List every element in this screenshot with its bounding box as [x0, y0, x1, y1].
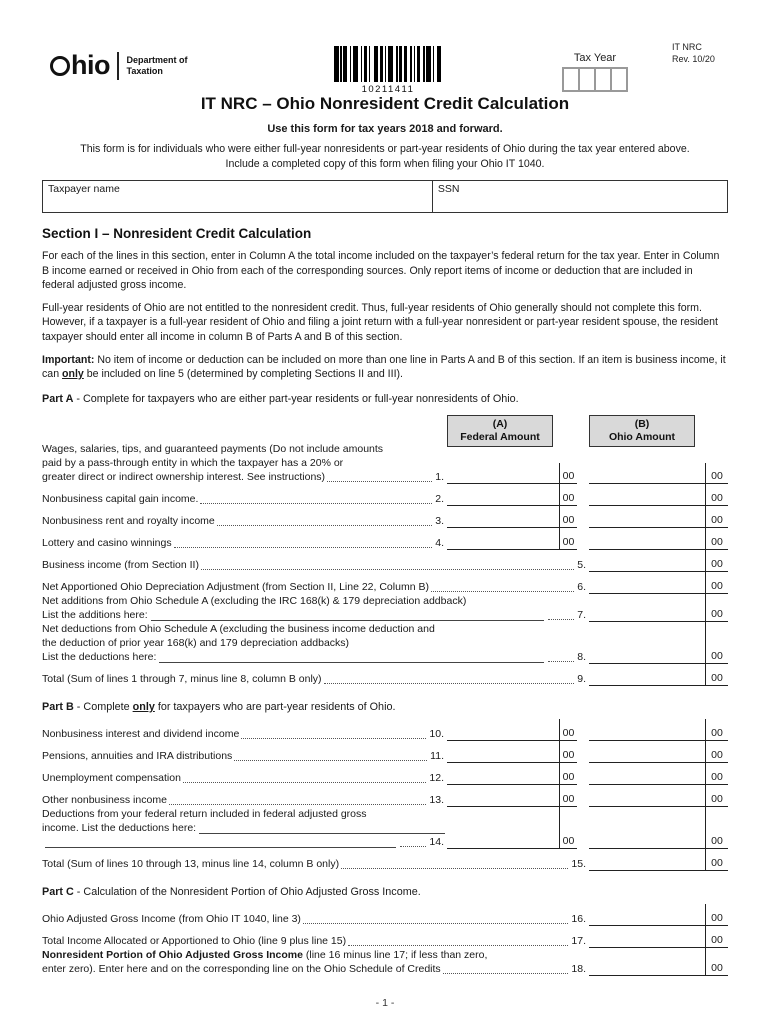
line-label: [42, 536, 447, 550]
form-line-5: [42, 550, 728, 572]
line-label-text: [42, 636, 589, 650]
label-segment: Net additions from Ohio Schedule A (excluding the IRC 168(k) & 179 depreciation addback): [42, 594, 467, 607]
part-c-description: - Calculation of the Nonresident Portion of Ohio Adjusted Gross Income.: [73, 885, 421, 898]
column-b-letter: (B): [634, 417, 650, 430]
cents-label: 00: [705, 763, 728, 784]
amount-field-line16-b[interactable]: [589, 904, 728, 926]
fill-in-blank[interactable]: [45, 847, 396, 848]
line-number: 9.: [577, 672, 586, 685]
ohio-o-icon: [50, 56, 70, 76]
form-line-14: [42, 807, 728, 849]
form-line-9: [42, 664, 728, 686]
part-b-rows: [42, 719, 728, 871]
cents-label: 00: [705, 926, 728, 947]
form-line-18: [42, 948, 728, 976]
label-segment: List the additions here:: [42, 608, 148, 621]
cents-label: 00: [705, 948, 728, 975]
label-segment: the deduction of prior year 168(k) and 179 depreciation addbacks): [42, 636, 350, 649]
tax-year-digit-4[interactable]: [610, 67, 628, 92]
part-b-description: only: [132, 700, 155, 713]
line-label-text: [42, 857, 589, 871]
dotted-leader: [548, 619, 574, 620]
line-label-text: [42, 835, 447, 849]
part-c-label: Part C: [42, 885, 74, 898]
form-line-10: [42, 719, 728, 741]
label-segment: Business income (from Section II): [42, 558, 199, 571]
cents-label: 00: [559, 484, 577, 505]
cents-label: 00: [705, 785, 728, 806]
dotted-leader: [174, 547, 433, 548]
label-segment: Total Income Allocated or Apportioned to Ohio (line 9 plus line 15): [42, 934, 347, 947]
line-label-text: [42, 580, 589, 594]
line-label-text: [42, 912, 589, 926]
amount-field-line17-b[interactable]: [589, 926, 728, 948]
amount-field-line4-b[interactable]: [589, 528, 728, 550]
form-line-12: [42, 763, 728, 785]
barcode-block: [318, 46, 458, 95]
line-label-text: [42, 807, 447, 821]
amount-field-line11-b[interactable]: [589, 741, 728, 763]
amount-field-line14-a[interactable]: [447, 807, 577, 849]
form-line-11: [42, 741, 728, 763]
line-number: 5.: [577, 558, 586, 571]
amount-field-line3-b[interactable]: [589, 506, 728, 528]
amount-field-line6-b[interactable]: [589, 572, 728, 594]
amount-field-line1-a[interactable]: [447, 463, 577, 484]
line-label: [42, 857, 589, 871]
line-number: 17.: [571, 934, 586, 947]
important-text-1: No item of income or deduction can be included on more than one line in Parts A and B of this section. If an item is business income, it can: [42, 353, 726, 381]
important-only-word: only: [62, 368, 84, 381]
cents-label: 00: [705, 594, 728, 621]
section1-paragraph1: For each of the lines in this section, enter in Column A the total income included on the taxpayer’s federal return for the tax year. Enter in Column B income earned or received in Ohio from each of the corresponding sources. Only report items of income or deduction that are included in federal adjusted gross income.: [42, 250, 720, 292]
label-segment: Wages, salaries, tips, and guaranteed payments (Do not include amounts: [42, 442, 384, 455]
intro-line1: This form is for individuals who were either full-year nonresidents or part-year residents of Ohio during the tax year entered above.: [80, 143, 690, 155]
form-code: IT NRC: [672, 42, 702, 52]
line-label: [42, 749, 447, 763]
dotted-leader: [234, 760, 427, 761]
cents-label: 00: [705, 463, 728, 483]
amount-field-line5-b[interactable]: [589, 550, 728, 572]
dotted-leader: [348, 945, 568, 946]
section1-heading: Section I – Nonresident Credit Calculation: [42, 226, 312, 241]
barcode-number: 10211411: [361, 84, 415, 95]
amount-field-line8-b[interactable]: [589, 622, 728, 664]
dotted-leader: [200, 503, 432, 504]
line-number: 2.: [435, 492, 444, 505]
cents-label: 00: [559, 528, 577, 549]
important-label: Important:: [42, 353, 95, 366]
cents-label: 00: [705, 528, 728, 549]
cents-label: 00: [705, 572, 728, 593]
line-label: [42, 492, 447, 506]
column-a-slot: [447, 415, 577, 447]
line-label: [42, 912, 589, 926]
form-line-6: [42, 572, 728, 594]
tax-year-label: Tax Year: [573, 52, 617, 64]
column-gap: [577, 415, 589, 447]
line-label-text: [42, 771, 447, 785]
form-subtitle: Use this form for tax years 2018 and forward.: [267, 123, 503, 135]
label-segment: Deductions from your federal return included in federal adjusted gross: [42, 807, 367, 820]
line-label-text: [42, 622, 589, 636]
line-label-text: [42, 934, 589, 948]
intro-line2: Include a completed copy of this form when filing your Ohio IT 1040.: [225, 158, 545, 170]
line-label: [42, 442, 447, 484]
label-segment: Other nonbusiness income: [42, 793, 167, 806]
intro-text: [42, 142, 728, 172]
cents-label: 00: [705, 807, 728, 848]
form-line-8: [42, 622, 728, 664]
form-body: [42, 94, 728, 976]
line-number: 6.: [577, 580, 586, 593]
label-segment: Net Apportioned Ohio Depreciation Adjustment (from Section II, Line 22, Column B): [42, 580, 429, 593]
line-label-text: [42, 558, 589, 572]
amount-field-line14-b[interactable]: [589, 807, 728, 849]
page-number: - 1 -: [375, 997, 395, 1009]
label-segment: enter zero). Enter here and on the corresponding line on the Ohio Schedule of Credits: [42, 962, 441, 975]
label-segment: (line 16 minus line 17; if less than zero,: [302, 948, 488, 961]
important-text-2: be included on line 5 (determined by completing Sections II and III).: [83, 368, 403, 381]
line-number: 14.: [429, 835, 444, 848]
fill-in-blank[interactable]: [199, 833, 445, 834]
label-segment: Net deductions from Ohio Schedule A (excluding the business income deduction and: [42, 622, 435, 635]
form-line-16: [42, 904, 728, 926]
part-a-rows: [42, 442, 728, 686]
cents-label: 00: [705, 849, 728, 870]
taxpayer-info-box: [42, 180, 728, 213]
dotted-leader: [548, 661, 574, 662]
department-line2: Taxation: [126, 65, 163, 76]
line-number: 10.: [429, 727, 444, 740]
line-number: 15.: [571, 857, 586, 870]
amount-field-line13-a[interactable]: [447, 785, 577, 807]
line-number: 11.: [430, 749, 444, 762]
amount-field-line10-b[interactable]: [589, 719, 728, 741]
taxpayer-name-field[interactable]: Taxpayer name: [43, 181, 433, 212]
amount-field-line9-b[interactable]: [589, 664, 728, 686]
label-segment: greater direct or indirect ownership interest. See instructions): [42, 470, 326, 483]
label-segment: Unemployment compensation: [42, 771, 181, 784]
department-line1: Department of: [126, 55, 188, 65]
line-label: [42, 672, 589, 686]
cents-label: 00: [559, 741, 577, 762]
line-label: [42, 558, 589, 572]
ohio-logo: [50, 50, 188, 81]
department-label: [127, 55, 188, 76]
label-segment: Nonbusiness interest and dividend income: [42, 727, 240, 740]
cents-label: 00: [705, 741, 728, 762]
part-b-heading: [42, 701, 728, 713]
dotted-leader: [324, 683, 575, 684]
line-number: 8.: [577, 650, 586, 663]
line-label-text: [42, 793, 447, 807]
cents-label: 00: [705, 664, 728, 685]
line-label-text: [42, 650, 589, 664]
line-label-text: [42, 672, 589, 686]
label-segment: income. List the deductions here:: [42, 821, 197, 834]
line-label-text: [42, 962, 589, 976]
label-segment: Total (Sum of lines 10 through 13, minus line 14, column B only): [42, 857, 340, 870]
label-segment: List the deductions here:: [42, 650, 157, 663]
column-a-header: [447, 415, 553, 447]
dotted-leader: [217, 525, 432, 526]
line-label-text: [42, 948, 589, 962]
amount-field-line3-a[interactable]: [447, 506, 577, 528]
dotted-leader: [241, 738, 426, 739]
ohio-logo-text: hio: [71, 50, 110, 80]
cents-label: 00: [705, 506, 728, 527]
line-number: 7.: [577, 608, 586, 621]
cents-label: 00: [559, 719, 577, 740]
amount-field-line1-b[interactable]: [589, 463, 728, 484]
amount-field-line12-b[interactable]: [589, 763, 728, 785]
line-label: [42, 594, 589, 622]
logo-divider: [117, 52, 119, 80]
fill-in-blank[interactable]: [151, 620, 545, 621]
cents-label: 00: [559, 463, 577, 483]
column-b-title: Ohio Amount: [608, 430, 676, 443]
cents-label: 00: [705, 622, 728, 663]
ssn-field[interactable]: SSN: [437, 183, 460, 195]
label-segment: Total (Sum of lines 1 through 7, minus line 8, column B only): [42, 672, 322, 685]
section1-important-note: [42, 353, 728, 382]
cents-label: 00: [559, 807, 577, 848]
line-label: [42, 514, 447, 528]
line-number: 3.: [435, 514, 444, 527]
dotted-leader: [169, 804, 426, 805]
line-label-text: [42, 470, 447, 484]
line-label-text: [42, 608, 589, 622]
line-label-text: [42, 456, 447, 470]
line-label: [42, 580, 589, 594]
dotted-leader: [341, 868, 568, 869]
cents-label: 00: [705, 550, 728, 571]
form-line-4: [42, 528, 728, 550]
form-code-block: [672, 42, 715, 65]
line-label-text: [42, 594, 589, 608]
part-b-description: for taxpayers who are part-year residents of Ohio.: [154, 700, 396, 713]
amount-field-line15-b[interactable]: [589, 849, 728, 871]
label-segment: Nonresident Portion of Ohio Adjusted Gross Income: [42, 948, 303, 961]
form-line-13: [42, 785, 728, 807]
fill-in-blank[interactable]: [159, 662, 544, 663]
form-line-3: [42, 506, 728, 528]
amount-field-line7-b[interactable]: [589, 594, 728, 622]
cents-label: 00: [559, 763, 577, 784]
line-label-text: [42, 492, 447, 506]
label-segment: Nonbusiness rent and royalty income: [42, 514, 215, 527]
label-segment: Nonbusiness capital gain income.: [42, 492, 199, 505]
amount-field-line13-b[interactable]: [589, 785, 728, 807]
label-segment: Ohio Adjusted Gross Income (from Ohio IT 1040, line 3): [42, 912, 301, 925]
form-line-1: [42, 442, 728, 484]
dotted-leader: [443, 973, 569, 974]
label-segment: Pensions, annuities and IRA distributions: [42, 749, 233, 762]
part-a-label: Part A: [42, 392, 74, 405]
dotted-leader: [327, 481, 432, 482]
amount-field-line2-b[interactable]: [589, 484, 728, 506]
part-c-heading: [42, 886, 728, 898]
amount-field-line12-a[interactable]: [447, 763, 577, 785]
dotted-leader: [201, 569, 574, 570]
line-label: [42, 948, 589, 976]
form-revision: Rev. 10/20: [672, 53, 715, 64]
line-label-text: [42, 749, 447, 763]
column-a-title: Federal Amount: [460, 430, 540, 443]
amount-field-line10-a[interactable]: [447, 719, 577, 741]
form-line-7: [42, 594, 728, 622]
form-parts: [42, 393, 728, 976]
line-label-text: [42, 727, 447, 741]
dotted-leader: [431, 591, 574, 592]
line-label: [42, 771, 447, 785]
cents-label: 00: [705, 904, 728, 925]
part-c-rows: [42, 904, 728, 976]
form-line-2: [42, 484, 728, 506]
line-label-text: [42, 514, 447, 528]
line-number: 1.: [435, 470, 444, 483]
line-number: 13.: [429, 793, 444, 806]
line-label-text: [42, 821, 447, 835]
dotted-leader: [183, 782, 426, 783]
line-label-text: [42, 536, 447, 550]
part-a-description: - Complete for taxpayers who are either part-year residents or full-year nonresidents of Ohio.: [73, 392, 519, 405]
label-segment: paid by a pass-through entity in which the taxpayer has a 20% or: [42, 456, 344, 469]
line-label: [42, 622, 589, 664]
line-number: 12.: [429, 771, 444, 784]
cents-label: 00: [559, 506, 577, 527]
column-a-letter: (A): [492, 417, 508, 430]
line-number: 4.: [435, 536, 444, 549]
dotted-leader: [303, 923, 568, 924]
cents-label: 00: [705, 719, 728, 740]
column-b-header: [589, 415, 695, 447]
cents-label: 00: [705, 484, 728, 505]
dotted-leader: [400, 846, 426, 847]
form-line-17: [42, 926, 728, 948]
amount-field-line18-b[interactable]: [589, 948, 728, 976]
section1-paragraph2: Full-year residents of Ohio are not entitled to the nonresident credit. Thus, full-year residents of Ohio generally should not complete this form. However, if a taxpayer is a full-year resident of Ohio and filing a joint return with a full-year nonresident or part-year resident spouse, the resident taxpayer should enter all income in column B of Parts A and B of this section.: [42, 301, 718, 343]
amount-field-line4-a[interactable]: [447, 528, 577, 550]
line-label: [42, 934, 589, 948]
barcode-space: [441, 46, 443, 82]
column-b-slot: [589, 415, 728, 447]
tax-year-boxes: [560, 67, 630, 92]
line-number: 16.: [571, 912, 586, 925]
amount-field-line11-a[interactable]: [447, 741, 577, 763]
line-label: [42, 807, 447, 849]
tax-year-block: [560, 52, 630, 92]
label-segment: Lottery and casino winnings: [42, 536, 172, 549]
part-b-description: - Complete: [73, 700, 133, 713]
barcode-icon: [318, 46, 458, 82]
form-line-15: [42, 849, 728, 871]
line-label: [42, 793, 447, 807]
ohio-logo-wordmark: [50, 50, 110, 81]
line-label: [42, 727, 447, 741]
form-title: IT NRC – Ohio Nonresident Credit Calculation: [200, 94, 570, 113]
line-number: 18.: [571, 962, 586, 975]
cents-label: 00: [559, 785, 577, 806]
amount-field-line2-a[interactable]: [447, 484, 577, 506]
part-b-label: Part B: [42, 700, 74, 713]
line-label-text: [42, 442, 447, 456]
part-a-heading: [42, 393, 728, 405]
